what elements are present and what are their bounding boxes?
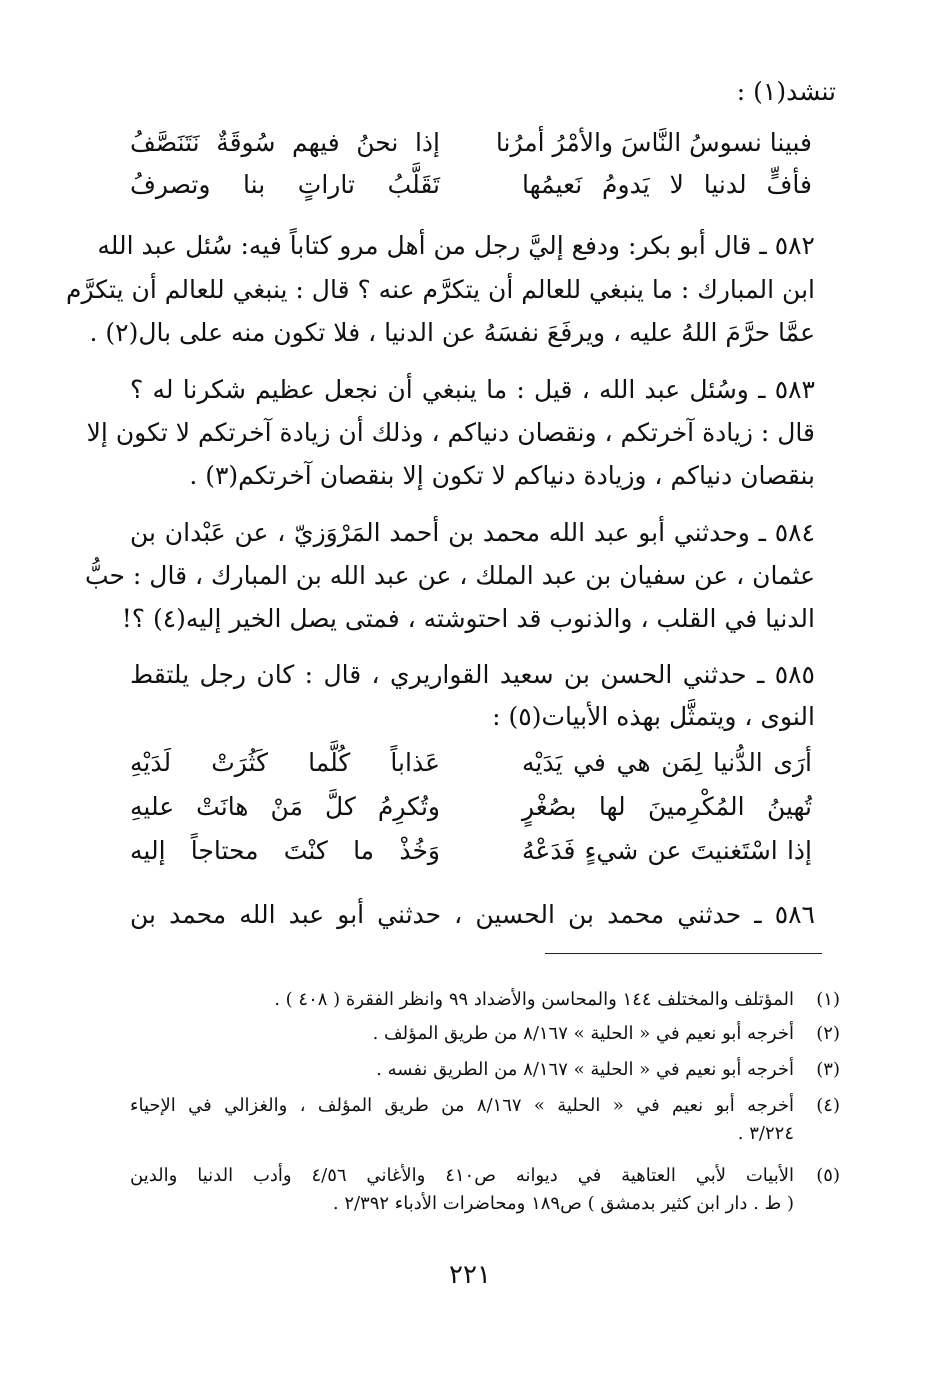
verse-line xyxy=(130,170,812,210)
paragraph-586-line: ٥٨٦ ـ حدثني محمد بن الحسين ، حدثني أبو عبد الله محمد بن xyxy=(130,900,815,929)
paragraph-583-line: ٥٨٣ ـ وسُئل عبد الله ، قيل : ما ينبغي أن نجعل عظيم شكرنا له ؟ xyxy=(130,375,815,404)
verse-second-hemistich: إذا نحنُ فيهم سُوقَةٌ نَتَنَصَّفُ xyxy=(130,128,440,157)
footnote-text-continuation: ٣/٢٢٤ . xyxy=(737,1123,794,1144)
verse-first-hemistich: إذا اسْتَغنيتَ عن شيءٍ فَدَعْهُ xyxy=(522,836,812,865)
footnote-text: أخرجه أبو نعيم في « الحلية » ٨/١٦٧ من طريق المؤلف . xyxy=(372,1023,794,1044)
paragraph-584-line: عثمان ، عن سفيان بن عبد الملك ، عن عبد الله بن المبارك ، قال : حبُّ xyxy=(84,561,815,590)
footnote-text: أخرجه أبو نعيم في « الحلية » ٨/١٦٧ من الطريق نفسه . xyxy=(376,1059,794,1080)
paragraph-585-line: ٥٨٥ ـ حدثني الحسن بن سعيد القواريري ، قال : كان رجل يلتقط xyxy=(130,660,815,689)
paragraph-583-line: بنقصان دنياكم ، وزيادة دنياكم لا تكون إلا بنقصان آخرتكم(٣) . xyxy=(189,461,815,490)
footnote-text-continuation: ( ط . دار ابن كثير بدمشق ) ص١٨٩ ومحاضرات الأدباء ٢/٣٩٢ . xyxy=(332,1193,794,1214)
footnote-number: (٤) xyxy=(816,1095,840,1116)
verse-line xyxy=(130,792,812,832)
footnote xyxy=(130,1162,840,1222)
footnote xyxy=(130,1092,840,1152)
verse-second-hemistich: وتُكرِمُ كلَّ مَنْ هانَتْ عليهِ xyxy=(130,792,440,821)
footnote-number: (١) xyxy=(816,989,840,1010)
footnote-number: (٢) xyxy=(816,1023,840,1044)
footnote-text: المؤتلف والمختلف ١٤٤ والمحاسن والأضداد ٩٩ وانظر الفقرة ( ٤٠٨ ) . xyxy=(274,989,794,1010)
footnote-text: الأبيات لأبي العتاهية في ديوانه ص٤١٠ والأغاني ٤/٥٦ وأدب الدنيا والدين xyxy=(130,1165,794,1186)
paragraph-583-line: قال : زيادة آخرتكم ، ونقصان دنياكم ، وذلك أن زيادة آخرتكم لا تكون إلا xyxy=(86,418,815,447)
paragraph-582-line: عمَّا حرَّمَ اللهُ عليه ، ويرفَعَ نفسَهُ عن الدنيا ، فلا تكون منه على بال(٢) . xyxy=(89,318,815,347)
verse-line xyxy=(130,836,812,876)
footnote-number: (٥) xyxy=(816,1165,840,1186)
intro-line: تنشد(١) : xyxy=(736,77,836,106)
paragraph-585-line: النوى ، ويتمثَّل بهذه الأبيات(٥) : xyxy=(492,702,815,731)
verse-line xyxy=(130,748,812,788)
verse-first-hemistich: أرَى الدُّنيا لِمَن هي في يَدَيْه xyxy=(522,748,812,777)
verse-first-hemistich: فبينا نسوسُ النَّاسَ والأمْرُ أمرُنا xyxy=(495,128,812,157)
footnote-number: (٣) xyxy=(816,1059,840,1080)
verse-line xyxy=(130,128,812,168)
paragraph-582-line: ابن المبارك : ما ينبغي للعالم أن يتكرَّم عنه ؟ قال : ينبغي للعالم أن يتكرَّم xyxy=(65,275,815,304)
verse-first-hemistich: تُهينُ المُكْرِمينَ لها بصُغْرٍ xyxy=(522,792,812,821)
paragraph-584-line: الدنيا في القلب ، والذنوب قد احتوشته ، فمتى يصل الخير إليه(٤) ؟! xyxy=(121,604,815,633)
footnote-separator xyxy=(545,953,822,954)
paragraph-582-line: ٥٨٢ ـ قال أبو بكر: ودفع إليَّ رجل من أهل مرو كتاباً فيه: سُئل عبد الله xyxy=(97,231,815,260)
page-number: ٢٢١ xyxy=(449,1260,491,1290)
footnote-text: أخرجه أبو نعيم في « الحلية » ٨/١٦٧ من طريق المؤلف ، والغزالي في الإحياء xyxy=(130,1095,794,1116)
verse-first-hemistich: فأفٍّ لدنيا لا يَدومُ نَعيمُها xyxy=(522,170,812,199)
verse-second-hemistich: عَذاباً كُلَّما كَثُرَتْ لَدَيْهِ xyxy=(130,748,440,777)
verse-second-hemistich: وَخُذْ ما كنْتَ محتاجاً إليه xyxy=(130,836,440,865)
verse-second-hemistich: تَقَلَّبُ تاراتٍ بنا وتصرفُ xyxy=(130,170,440,199)
paragraph-584-line: ٥٨٤ ـ وحدثني أبو عبد الله محمد بن أحمد المَرْوَزيّ ، عن عَبْدان بن xyxy=(130,518,815,547)
